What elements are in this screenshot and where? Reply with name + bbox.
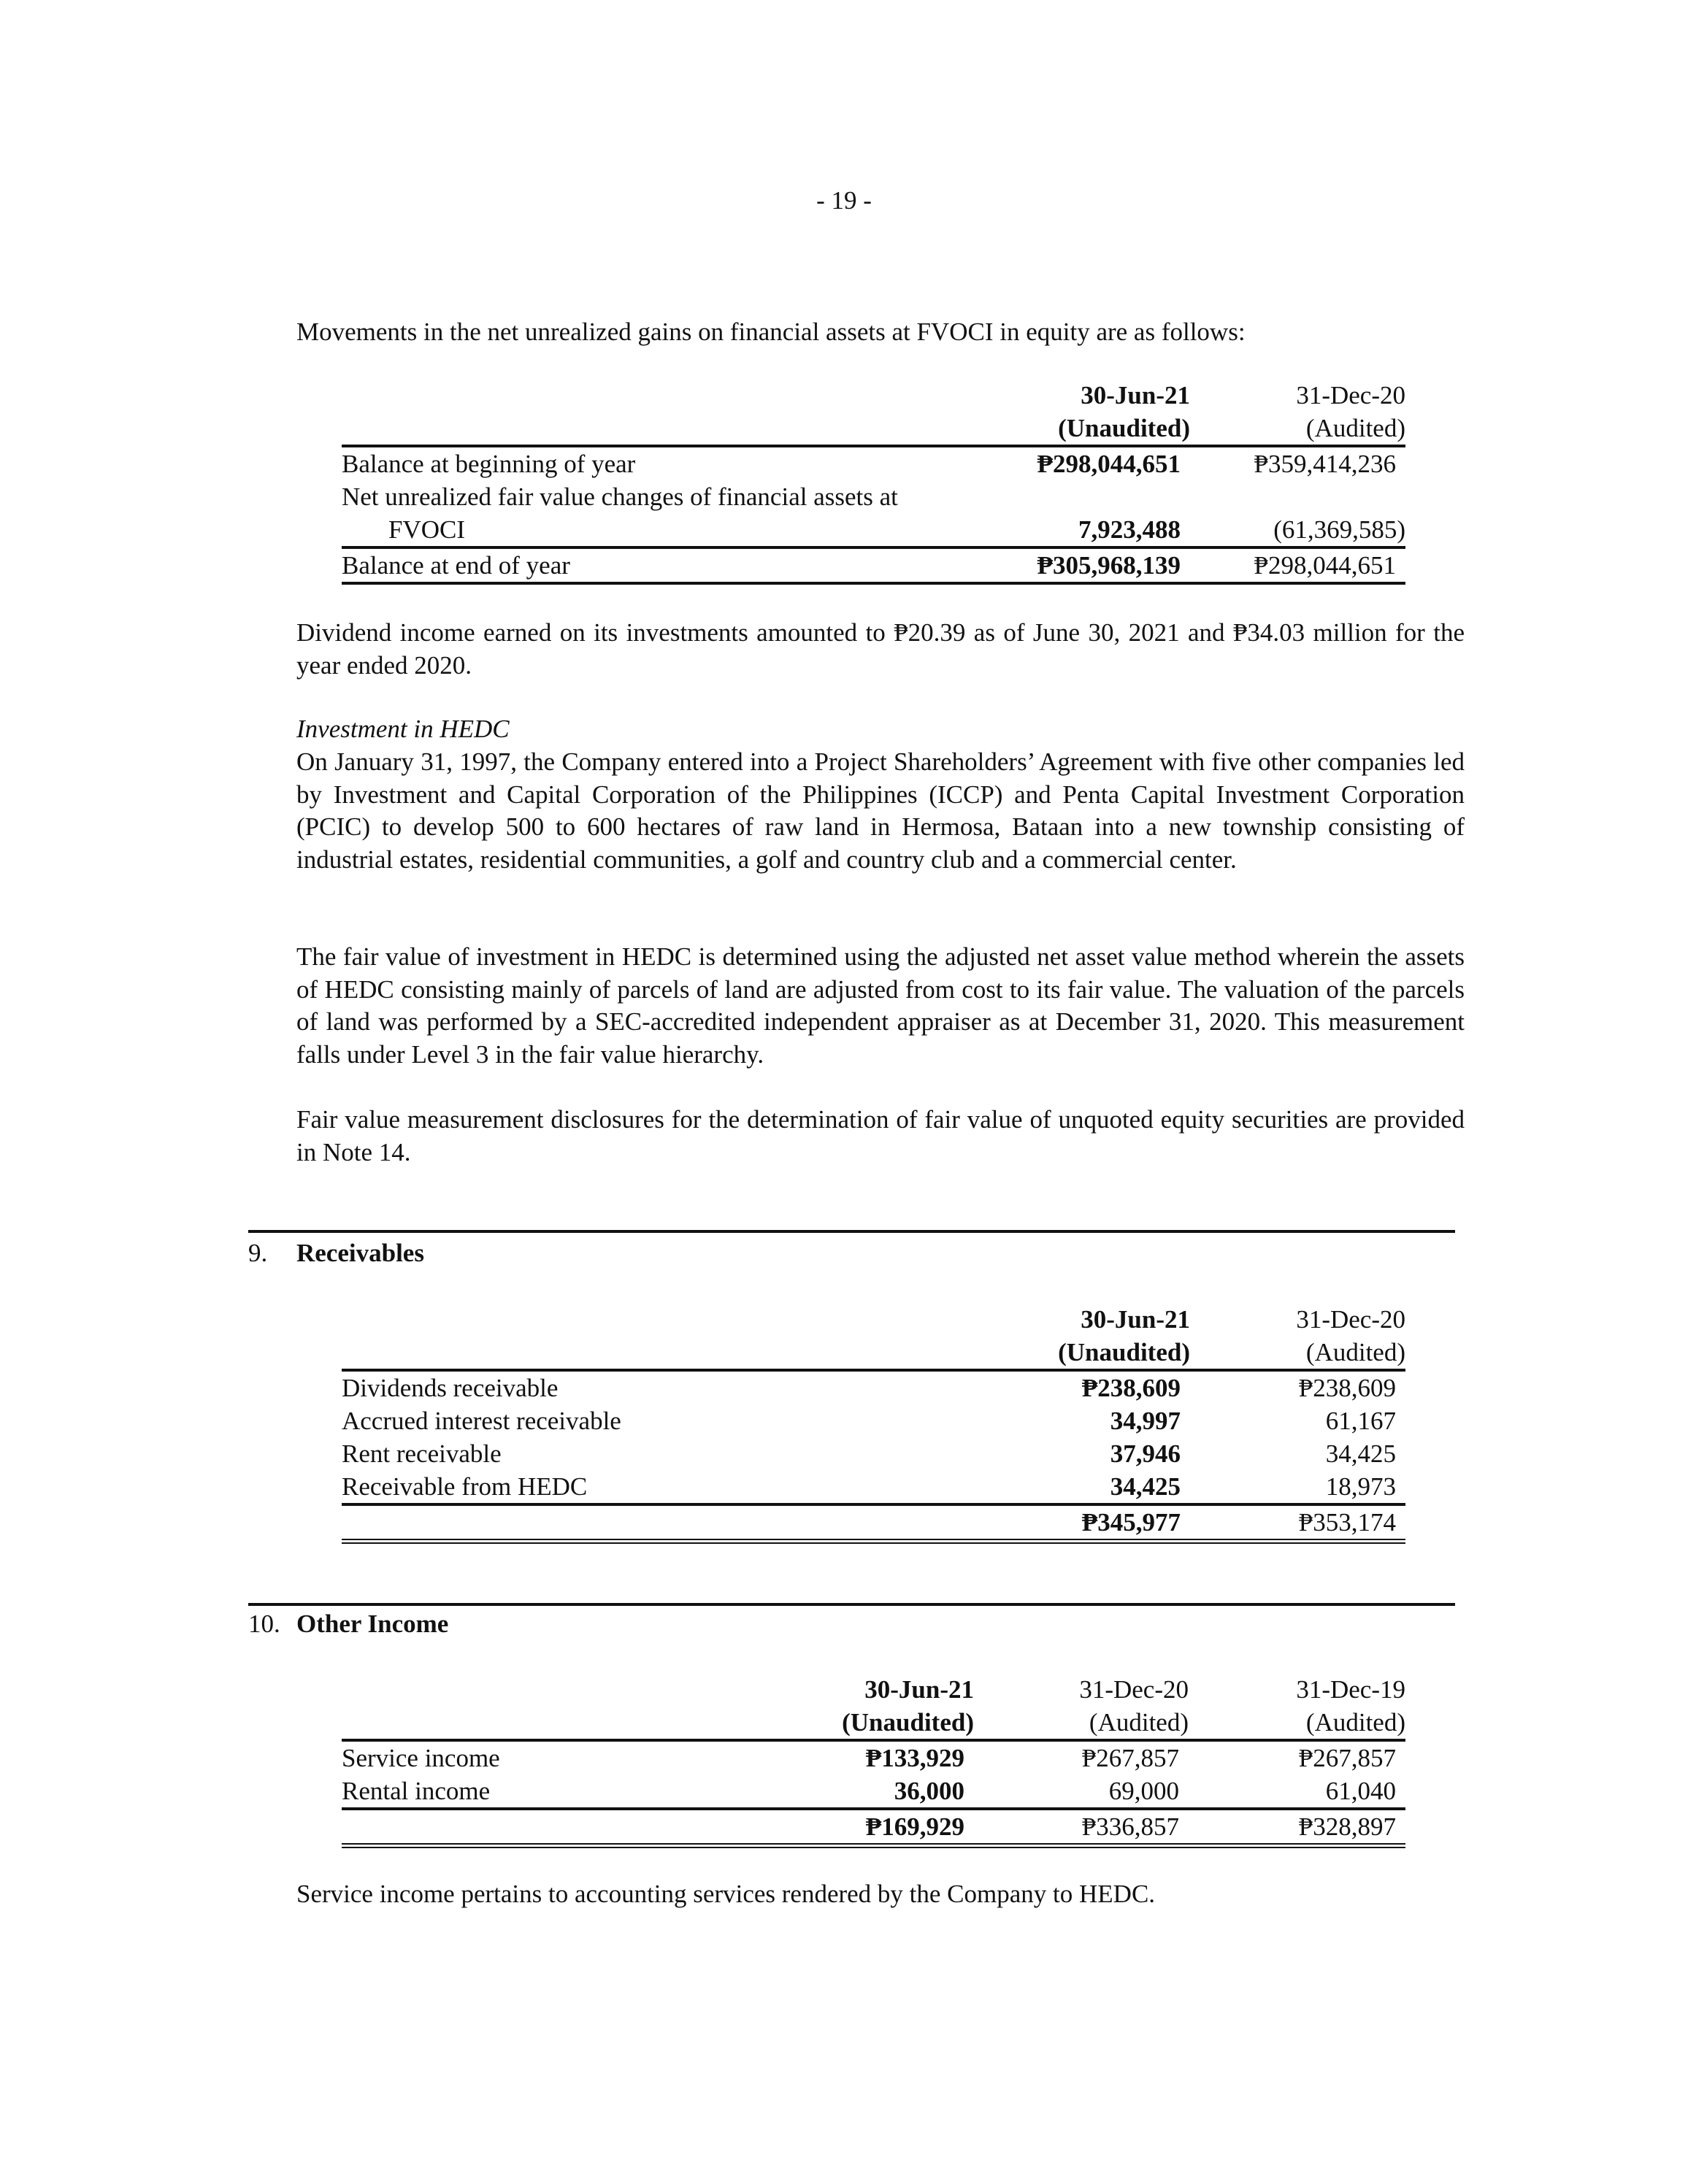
col-header-date: 30-Jun-21 bbox=[1081, 1305, 1190, 1334]
value-cell: ₱267,857 bbox=[1081, 1744, 1179, 1772]
col-header-status: (Unaudited) bbox=[791, 1706, 974, 1740]
total-cell: ₱169,929 bbox=[791, 1809, 974, 1846]
col-header-status: (Audited) bbox=[1190, 1336, 1405, 1370]
row-label: Receivable from HEDC bbox=[342, 1470, 1008, 1504]
table-row bbox=[342, 1740, 1405, 1774]
other-income-table bbox=[342, 1673, 1405, 1848]
total-cell: ₱336,857 bbox=[974, 1809, 1189, 1846]
col-header-status: (Unaudited) bbox=[1008, 1336, 1190, 1370]
value-cell: ₱298,044,651 bbox=[1037, 450, 1181, 478]
col-header-status: (Audited) bbox=[974, 1706, 1189, 1740]
value-cell: ₱238,609 bbox=[1081, 1374, 1181, 1402]
dividend-income-text: Dividend income earned on its investments amounted to ₱20.39 as of June 30, 2021 and ₱34.03 million for the year ended 2020. bbox=[296, 618, 1465, 680]
col-header-status: (Audited) bbox=[1190, 412, 1405, 446]
row-label: Net unrealized fair value changes of financial assets at bbox=[342, 482, 898, 511]
row-label: Balance at beginning of year bbox=[342, 450, 636, 478]
section-divider bbox=[248, 1230, 1455, 1233]
section-heading-receivables bbox=[248, 1239, 424, 1268]
table-row bbox=[342, 1370, 1405, 1404]
row-label: FVOCI bbox=[342, 513, 1008, 547]
section-number: 9. bbox=[248, 1239, 268, 1267]
value-cell: 18,973 bbox=[1190, 1470, 1405, 1504]
value-cell: 37,946 bbox=[1110, 1439, 1181, 1468]
fvoci-movements-table bbox=[342, 379, 1405, 585]
value-cell: 36,000 bbox=[791, 1774, 974, 1809]
table-row bbox=[342, 1404, 1405, 1437]
value-cell: (61,369,585) bbox=[1190, 513, 1405, 547]
col-header-date: 31-Dec-20 bbox=[1296, 381, 1405, 410]
hedc-paragraph-3: Fair value measurement disclosures for the determination of fair value of unquoted equity securities are provided in Note 14. bbox=[296, 1105, 1465, 1166]
value-cell: 34,425 bbox=[1008, 1470, 1190, 1504]
table-row bbox=[342, 513, 1405, 547]
total-row bbox=[342, 1504, 1405, 1542]
col-header-status: (Audited) bbox=[1189, 1706, 1405, 1740]
other-income-note: Service income pertains to accounting services rendered by the Company to HEDC. bbox=[296, 1880, 1156, 1908]
col-header-date: 30-Jun-21 bbox=[864, 1675, 974, 1704]
section-divider bbox=[248, 1603, 1455, 1606]
total-row bbox=[342, 1809, 1405, 1846]
total-cell: ₱353,174 bbox=[1190, 1504, 1405, 1542]
table-row bbox=[342, 1774, 1405, 1809]
row-label: Dividends receivable bbox=[342, 1374, 559, 1402]
value-cell: ₱133,929 bbox=[865, 1744, 964, 1772]
hedc-heading: Investment in HEDC bbox=[296, 715, 510, 743]
col-header-date: 31-Dec-20 bbox=[1296, 1305, 1405, 1334]
section-title: Receivables bbox=[296, 1239, 424, 1267]
row-label: Accrued interest receivable bbox=[342, 1407, 621, 1435]
fvoci-intro: Movements in the net unrealized gains on financial assets at FVOCI in equity are as follows: bbox=[296, 318, 1246, 346]
value-cell: ₱298,044,651 bbox=[1190, 547, 1405, 583]
table-row bbox=[342, 446, 1405, 480]
col-header-date: 30-Jun-21 bbox=[1081, 381, 1190, 410]
value-cell: ₱267,857 bbox=[1298, 1744, 1396, 1772]
value-cell: 34,997 bbox=[1110, 1407, 1181, 1435]
table-row bbox=[342, 1437, 1405, 1470]
col-header-status: (Unaudited) bbox=[1008, 412, 1190, 446]
table-row bbox=[342, 480, 1405, 513]
value-cell: ₱305,968,139 bbox=[1008, 547, 1190, 583]
value-cell: ₱238,609 bbox=[1298, 1374, 1396, 1402]
hedc-paragraph-2: The fair value of investment in HEDC is determined using the adjusted net asset value method wherein the assets of HEDC consisting mainly of parcels of land are adjusted from cost to its fair value. The valuation of the parcels of land was performed by a SEC-accredited independent appraiser as at December 31, 2020. This measurement falls under Level 3 in the fair value hierarchy. bbox=[296, 942, 1465, 1069]
page-number: - 19 - bbox=[816, 186, 872, 215]
total-cell: ₱345,977 bbox=[1008, 1504, 1190, 1542]
value-cell: 61,040 bbox=[1189, 1774, 1405, 1809]
col-header-date: 31-Dec-20 bbox=[1079, 1675, 1189, 1704]
table-row bbox=[342, 547, 1405, 583]
value-cell: 7,923,488 bbox=[1008, 513, 1190, 547]
total-cell: ₱328,897 bbox=[1189, 1809, 1405, 1846]
section-title: Other Income bbox=[296, 1610, 449, 1638]
row-label: Service income bbox=[342, 1744, 500, 1772]
value-cell: 69,000 bbox=[974, 1774, 1189, 1809]
section-number: 10. bbox=[248, 1610, 280, 1638]
row-label: Rent receivable bbox=[342, 1439, 502, 1468]
table-row bbox=[342, 1470, 1405, 1504]
value-cell: 61,167 bbox=[1325, 1407, 1396, 1435]
hedc-paragraph-1: On January 31, 1997, the Company entered into a Project Shareholders’ Agreement with five other companies led by Investment and Capital Corporation of the Philippines (ICCP) and Penta Capital Investment Corporation (PCIC) to develop 500 to 600 hectares of raw land in Hermosa, Bataan into a new township consisting of industrial estates, residential communities, a golf and country club and a commercial center. bbox=[296, 747, 1465, 874]
receivables-table bbox=[342, 1303, 1405, 1544]
row-label: Balance at end of year bbox=[342, 547, 1008, 583]
col-header-date: 31-Dec-19 bbox=[1296, 1675, 1405, 1704]
row-label: Rental income bbox=[342, 1774, 791, 1809]
value-cell: ₱359,414,236 bbox=[1254, 450, 1396, 478]
value-cell: 34,425 bbox=[1325, 1439, 1396, 1468]
section-heading-other-income bbox=[248, 1610, 448, 1639]
